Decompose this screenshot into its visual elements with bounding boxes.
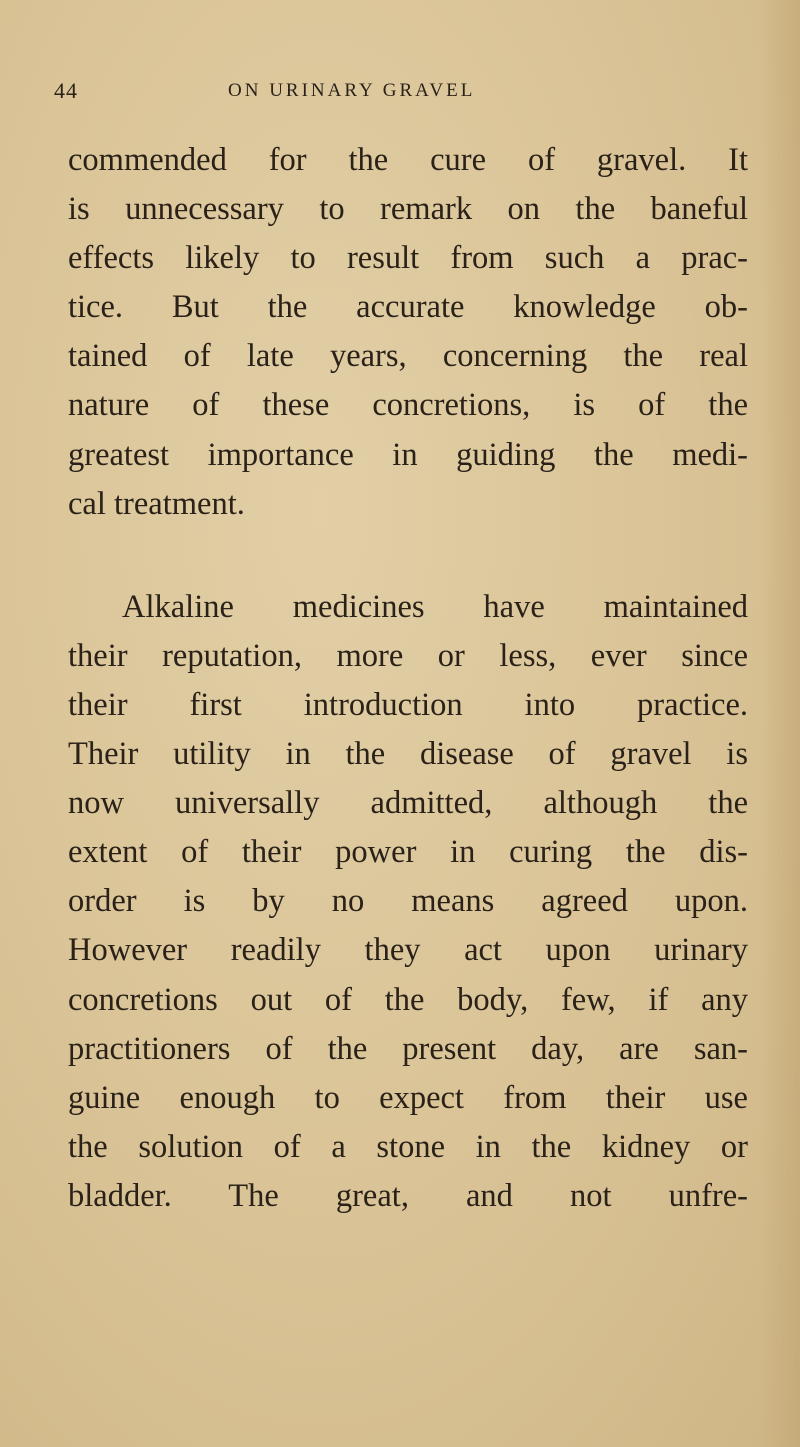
text-line: greatest importance in guiding the medi- bbox=[68, 436, 748, 473]
paragraph-gap bbox=[68, 529, 748, 583]
text-line: commended for the cure of gravel. It bbox=[68, 142, 748, 178]
text-line: tice. But the accurate knowledge ob- bbox=[68, 289, 748, 326]
text-line: their reputation, more or less, ever since bbox=[68, 637, 748, 674]
text-line: is unnecessary to remark on the baneful bbox=[68, 191, 748, 228]
text-line: effects likely to result from such a prac- bbox=[68, 240, 748, 277]
running-head bbox=[54, 76, 574, 106]
text-line: concretions out of the body, few, if any bbox=[68, 981, 748, 1018]
text-line: extent of their power in curing the dis- bbox=[68, 834, 748, 871]
text-line: practitioners of the present day, are san- bbox=[68, 1030, 748, 1067]
text-line: their first introduction into practice. bbox=[68, 686, 748, 723]
text-line: bladder. The great, and not unfre- bbox=[68, 1177, 748, 1214]
text-line: now universally admitted, although the bbox=[68, 785, 748, 822]
text-line: nature of these concretions, is of the bbox=[68, 387, 748, 424]
running-title: ON URINARY GRAVEL bbox=[228, 80, 476, 101]
text-line: cal treatment. bbox=[68, 485, 245, 522]
paragraph-2 bbox=[68, 583, 748, 1221]
text-line: guine enough to expect from their use bbox=[68, 1079, 748, 1116]
body-text bbox=[68, 136, 748, 1221]
text-line: order is by no means agreed upon. bbox=[68, 883, 748, 920]
paragraph-1 bbox=[68, 136, 748, 529]
text-line: Their utility in the disease of gravel is bbox=[68, 736, 748, 773]
text-line: tained of late years, concerning the real bbox=[68, 338, 748, 375]
text-line: the solution of a stone in the kidney or bbox=[68, 1128, 748, 1165]
text-line: Alkaline medicines have maintained bbox=[122, 588, 748, 625]
text-line: However readily they act upon urinary bbox=[68, 932, 748, 969]
page-number: 44 bbox=[54, 78, 78, 103]
